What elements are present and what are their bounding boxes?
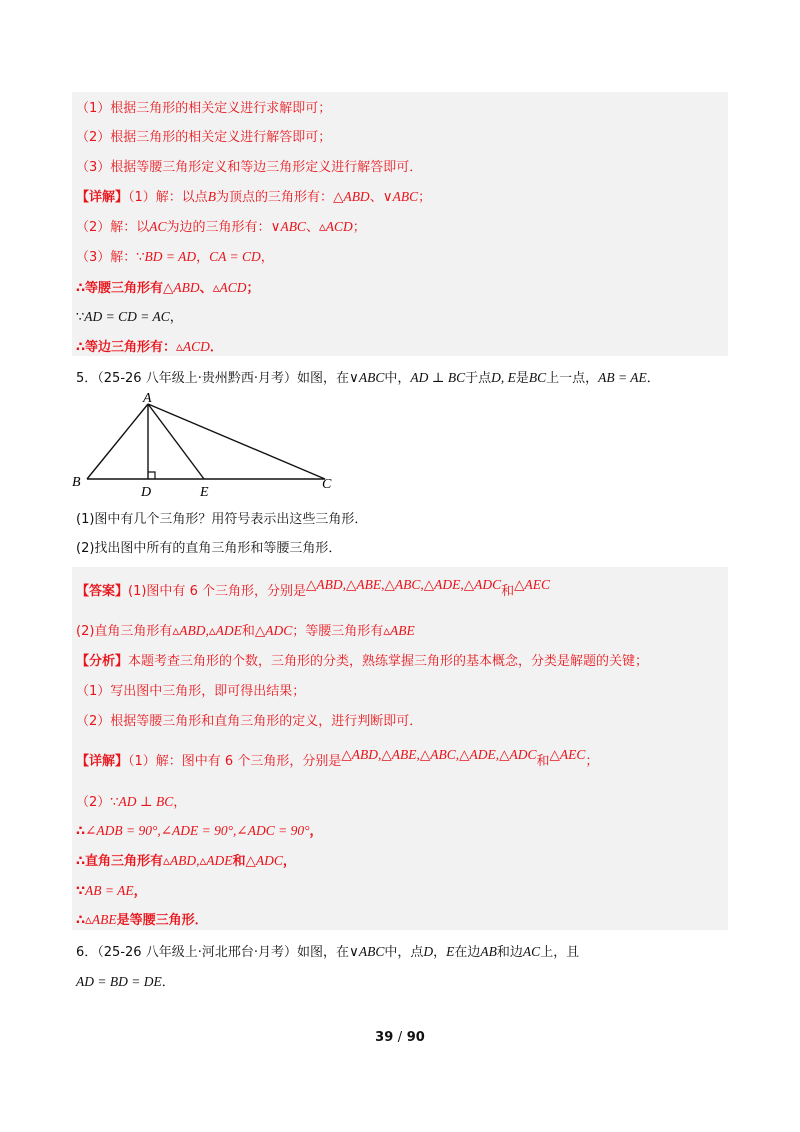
- text: ，: [260, 250, 274, 265]
- vertex-label-a: A: [143, 393, 152, 406]
- text-line: [76, 218, 366, 237]
- question-number: 6．: [76, 945, 98, 960]
- math: AD = BD = DE: [76, 974, 162, 989]
- text: 在边: [454, 945, 481, 960]
- text: ．: [646, 371, 660, 386]
- answer-line: [76, 622, 415, 641]
- math: ▵ABE: [85, 912, 117, 927]
- text: ；: [418, 190, 432, 205]
- math: BD = AD: [144, 249, 197, 264]
- text: ∴等边三角形有：: [76, 340, 177, 355]
- text: （25-26 八年级上·河北邢台·月考）如图，在: [97, 945, 349, 960]
- text: ，: [309, 824, 323, 839]
- text-line: [76, 911, 208, 930]
- math: D, E: [491, 370, 516, 385]
- analysis-tag: 【分析】: [76, 654, 129, 669]
- text-line: [76, 822, 323, 841]
- text-line: （3）根据等腰三角形定义和等边三角形定义进行解答即可．: [76, 160, 423, 175]
- question-5-stem: [76, 369, 660, 388]
- text: 中，: [384, 371, 411, 386]
- triangle-figure: [66, 393, 346, 503]
- text: （3）解：∵: [76, 250, 145, 265]
- text: ∴: [76, 913, 86, 928]
- text-line: （2）根据三角形的相关定义进行解答即可；: [76, 130, 332, 145]
- text: （2）解：以: [76, 220, 150, 235]
- math: △AEC: [549, 747, 586, 762]
- answer-line: [76, 577, 551, 601]
- text: ．: [161, 975, 175, 990]
- math: △ADC: [245, 853, 283, 868]
- math: ∨ABC: [348, 944, 385, 959]
- text-line: [76, 248, 274, 267]
- text: ∵: [76, 310, 85, 325]
- vertex-label-c: C: [322, 477, 332, 492]
- vertex-label-b: B: [72, 475, 81, 490]
- text-line: （2）根据等腰三角形和直角三角形的定义，进行判断即可．: [76, 714, 423, 729]
- text: ，: [169, 310, 183, 325]
- page-current: 39: [375, 1030, 394, 1045]
- math: ▵ACD: [212, 280, 247, 295]
- text: 为边的三角形有：: [166, 220, 271, 235]
- text-line: [76, 279, 259, 298]
- vertex-label-d: D: [141, 485, 152, 500]
- math: E: [446, 944, 455, 959]
- text-line: [76, 852, 296, 871]
- text-line: [76, 882, 147, 901]
- text: (2)直角三角形有: [76, 624, 173, 639]
- math: △ABD: [333, 189, 370, 204]
- text: ，: [433, 945, 447, 960]
- math: AB = AE: [598, 370, 647, 385]
- text: 和边: [496, 945, 523, 960]
- text: 上，且: [540, 945, 580, 960]
- detail-line: [76, 747, 599, 771]
- text-line: [76, 973, 175, 992]
- text: ；: [246, 281, 260, 296]
- question-part-1: (1)图中有几个三角形？用符号表示出这些三角形．: [76, 512, 368, 527]
- math: △ABD: [163, 280, 200, 295]
- text: ∴: [76, 824, 86, 839]
- text: 、: [199, 281, 213, 296]
- math: AD ⊥ BC: [118, 794, 174, 809]
- text-line: [76, 793, 186, 812]
- math: AD = CD = AC: [84, 309, 170, 324]
- vertex-label-e: E: [200, 485, 209, 500]
- text: 为顶点的三角形有：: [216, 190, 334, 205]
- page-total: 90: [406, 1030, 425, 1045]
- math: ▵ABE: [383, 623, 415, 638]
- math: AC: [149, 219, 167, 234]
- page-separator: /: [397, 1030, 403, 1045]
- answer-tag: 【答案】: [76, 584, 129, 599]
- math: ▵ABD,▵ADE: [163, 853, 233, 868]
- math: △AEC: [514, 577, 551, 592]
- math: AC: [522, 944, 541, 959]
- detail-tag: 【详解】: [76, 754, 129, 769]
- math: CA = CD: [209, 249, 261, 264]
- detail-line: [76, 188, 431, 207]
- text: 和: [536, 754, 550, 769]
- text: 和: [241, 624, 255, 639]
- math: ∨ABC: [270, 219, 306, 234]
- text: 于点: [465, 371, 492, 386]
- math: AB: [480, 944, 497, 959]
- text: 和: [501, 584, 515, 599]
- text: ；等腰三角形有: [292, 624, 384, 639]
- text: ∵: [76, 884, 86, 899]
- text: ；: [352, 220, 366, 235]
- text-line: （1）根据三角形的相关定义进行求解即可；: [76, 101, 332, 116]
- question-number: 5．: [76, 371, 98, 386]
- text: ∴等腰三角形有: [76, 281, 164, 296]
- text: ，: [133, 884, 147, 899]
- question-6-stem: [76, 943, 579, 962]
- math: ∠ADB = 90°,∠ADE = 90°,∠ADC = 90°: [85, 823, 310, 838]
- math: △ABD,△ABE,△ABC,△ADE,△ADC: [305, 577, 502, 592]
- math: BC: [528, 370, 547, 385]
- math: AB = AE: [85, 883, 134, 898]
- math: ▵ACD: [318, 219, 353, 234]
- text: （2）∵: [76, 795, 119, 810]
- text: ，: [282, 854, 296, 869]
- text: 是等腰三角形．: [116, 913, 208, 928]
- detail-tag: 【详解】: [76, 190, 129, 205]
- text: 中，点: [384, 945, 424, 960]
- text: 和: [232, 854, 246, 869]
- math: ∨ABC: [348, 370, 385, 385]
- text: （1）解：图中有 6 个三角形，分别是: [128, 754, 342, 769]
- text-line: （1）写出图中三角形，即可得出结果；: [76, 684, 306, 699]
- text: （1）解：以点: [128, 190, 208, 205]
- text: 、: [369, 190, 383, 205]
- math: D: [423, 944, 434, 959]
- text: ；: [585, 754, 599, 769]
- text-line: [76, 308, 183, 327]
- text-line: [76, 338, 223, 357]
- math: B: [207, 189, 217, 204]
- math: ∨ABC: [382, 189, 419, 204]
- text: 本题考查三角形的个数，三角形的分类，熟练掌握三角形的基本概念，分类是解题的关键；: [128, 654, 649, 669]
- question-part-2: (2)找出图中所有的直角三角形和等腰三角形．: [76, 541, 342, 556]
- text: 是: [515, 371, 529, 386]
- text: (1)图中有 6 个三角形，分别是: [128, 584, 306, 599]
- analysis-line: [76, 653, 648, 671]
- page-number: [0, 1030, 800, 1045]
- math: △ADC: [254, 623, 293, 638]
- math: AD ⊥ BC: [410, 370, 466, 385]
- text: （25-26 八年级上·贵州黔西·月考）如图，在: [97, 371, 349, 386]
- text: 、: [305, 220, 319, 235]
- text: 上一点，: [546, 371, 599, 386]
- math: ▵ACD: [176, 339, 210, 354]
- math: ▵ABD,▵ADE: [172, 623, 242, 638]
- text: ，: [196, 250, 210, 265]
- text: ∴直角三角形有: [76, 854, 164, 869]
- text: ．: [209, 340, 223, 355]
- text: ，: [173, 795, 187, 810]
- math: △ABD,△ABE,△ABC,△ADE,△ADC: [341, 747, 537, 762]
